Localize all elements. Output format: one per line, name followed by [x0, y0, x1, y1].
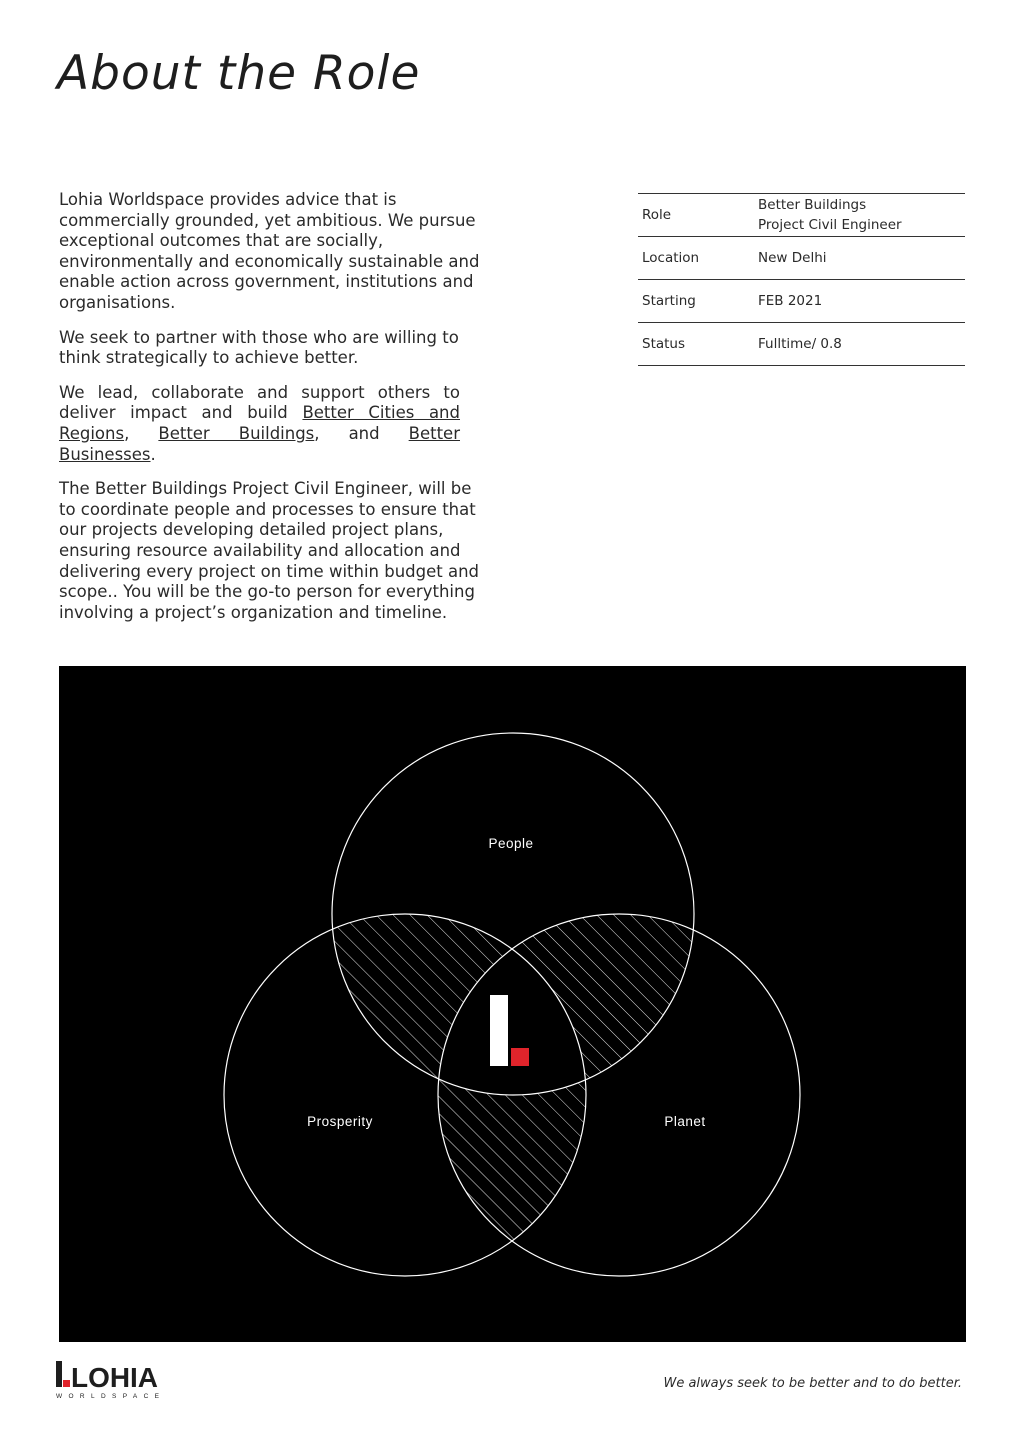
role-paragraph: The Better Buildings Project Civil Engineer, will be to coordinate people and processes to ensure that our projects developing detailed project plans, ensuring resource availability and allocation and delivering every project on time within budget and scope.. You will be the go-to person for everything involving a project’s organization and timeline.	[59, 479, 480, 622]
footer-tagline: We always seek to be better and to do better.	[663, 1376, 962, 1391]
role-value	[754, 194, 965, 237]
partner-paragraph: We seek to partner with those who are willing to think strategically to achieve better.	[59, 327, 459, 368]
role-value-line2: Project Civil Engineer	[758, 217, 902, 233]
better-businesses-link[interactable]: Better Businesses	[59, 423, 460, 464]
status-value: Fulltime/ 0.8	[754, 323, 965, 366]
better-cities-link[interactable]: Better Cities and Regions	[59, 403, 460, 443]
table-row	[638, 237, 965, 280]
people-label: People	[488, 836, 534, 851]
lohia-logo	[56, 1358, 160, 1402]
table-row	[638, 280, 965, 323]
status-label: Status	[638, 323, 754, 366]
better-buildings-link[interactable]: Better Buildings	[158, 423, 315, 443]
intro-paragraph: Lohia Worldspace provides advice that is commercially grounded, yet ambitious. We pursue exceptional outcomes that are socially, environmentally and economically sustainable and enable action across government, institutions and organisations.	[59, 190, 480, 312]
role-description	[59, 190, 484, 637]
logo-main-text: LOHIA	[71, 1362, 158, 1393]
lead-text: We lead, collaborate and support others to deliver impact and build	[59, 382, 460, 423]
starting-value: FEB 2021	[754, 280, 965, 323]
role-info-table	[638, 193, 965, 366]
table-row	[638, 323, 965, 366]
page-title: About the Role	[57, 46, 421, 101]
prosperity-label: Prosperity	[307, 1114, 373, 1129]
role-label: Role	[638, 194, 754, 237]
lead-paragraph: We lead, collaborate and support others to deliver impact and build Better Cities and Regions, Better Buildings, and Better Businesses.	[59, 382, 460, 464]
role-value-line1: Better Buildings	[758, 197, 867, 213]
venn-diagram	[59, 666, 966, 1342]
venn-svg	[59, 666, 966, 1342]
starting-label: Starting	[638, 280, 754, 323]
and-text: and	[348, 423, 380, 443]
location-label: Location	[638, 237, 754, 280]
location-value: New Delhi	[754, 237, 965, 280]
table-row	[638, 194, 965, 237]
planet-label: Planet	[664, 1114, 706, 1129]
red-square-icon	[511, 1048, 529, 1066]
logo-sub-text: WORLDSPACE	[56, 1393, 159, 1400]
